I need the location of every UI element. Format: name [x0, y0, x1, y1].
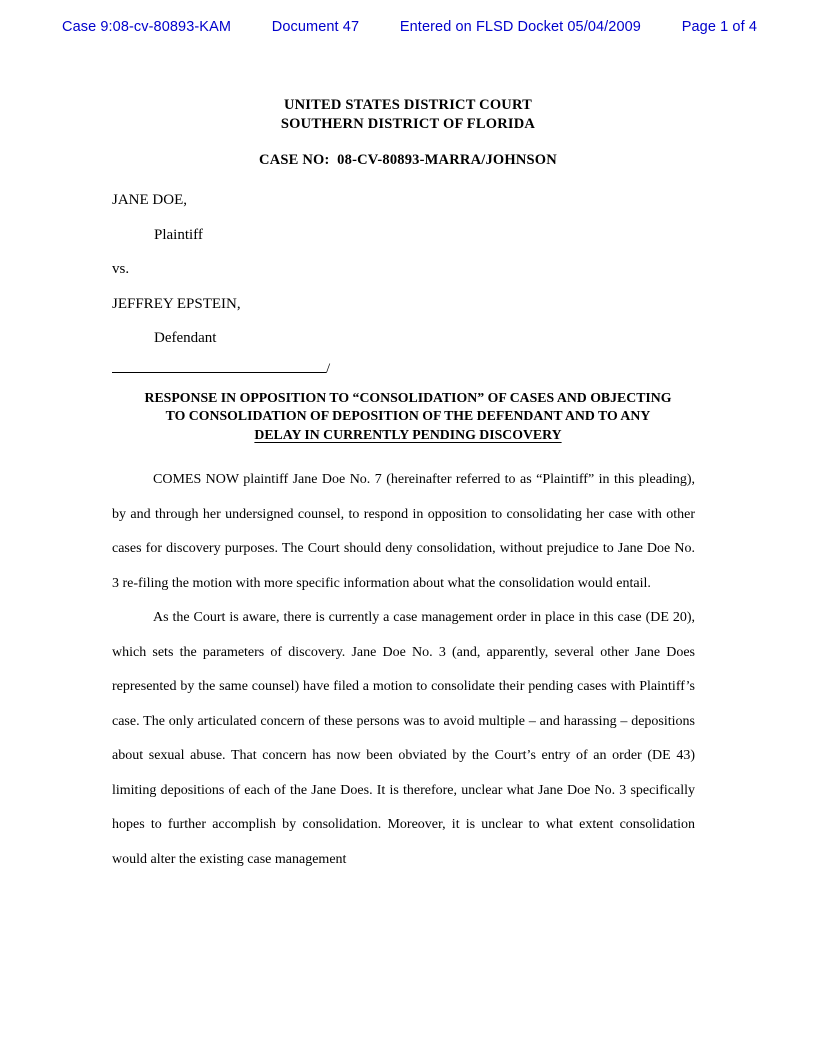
- caption-separator-line: [112, 357, 695, 377]
- defendant-role-label: Defendant: [154, 330, 217, 346]
- document-title: [0, 389, 816, 445]
- body-paragraph-1: COMES NOW plaintiff Jane Doe No. 7 (hereinafter referred to as “Plaintiff” in this pleading), by and through her undersigned counsel, to respond in opposition to consolidating her case with other cases for discovery purposes. The Court should deny consolidation, without prejudice to Jane Doe No. 3 re-filing the motion with more specific information about what the consolidation would entail.: [112, 472, 695, 591]
- stamp-document-number: Document 47: [271, 19, 360, 35]
- plaintiff-name: JANE DOE,: [112, 192, 187, 208]
- document-body: [0, 463, 816, 877]
- stamp-case-number: Case 9:08-cv-80893-KAM: [62, 19, 232, 35]
- document-title-line1: RESPONSE IN OPPOSITION TO “CONSOLIDATION” OF CASES AND OBJECTING: [144, 389, 672, 405]
- court-heading: [0, 96, 816, 133]
- defendant-name: JEFFREY EPSTEIN,: [112, 295, 241, 312]
- stamp-docket-entry: Entered on FLSD Docket 05/04/2009: [399, 19, 641, 35]
- stamp-page-number: Page 1 of 4: [681, 19, 757, 35]
- body-paragraph-2: As the Court is aware, there is currently a case management order in place in this case (DE 20), which sets the parameters of discovery. Jane Doe No. 3 (and, apparently, several other Jane Does represented by the same counsel) have filed a motion to consolidate their pending cases with Plaintiff’s case. The only articulated concern of these persons was to avoid multiple – and harassing – depositions about sexual abuse. That concern has now been obviated by the Court’s entry of an order (DE 43) limiting depositions of each of the Jane Does. It is therefore, unclear what Jane Doe No. 3 specifically hopes to further accomplish by consolidation. Moreover, it is unclear to what extent consolidation would alter the existing case management: [112, 610, 695, 867]
- caption-block: [112, 183, 695, 377]
- document-content: [0, 183, 816, 377]
- court-name-line1: UNITED STATES DISTRICT COURT: [283, 97, 533, 113]
- document-title-line3: DELAY IN CURRENTLY PENDING DISCOVERY: [254, 426, 562, 442]
- pdf-stamp-header: [0, 0, 816, 35]
- document-title-line2: TO CONSOLIDATION OF DEPOSITION OF THE DEFENDANT AND TO ANY: [165, 408, 651, 423]
- versus-label: vs.: [112, 261, 130, 277]
- plaintiff-role-label: Plaintiff: [154, 226, 203, 243]
- court-name-line2: SOUTHERN DISTRICT OF FLORIDA: [280, 115, 536, 132]
- caption-separator-rule: [112, 357, 326, 373]
- case-number-line: CASE NO: 08-CV-80893-MARRA/JOHNSON: [259, 152, 557, 168]
- caption-separator-slash: /: [326, 360, 331, 377]
